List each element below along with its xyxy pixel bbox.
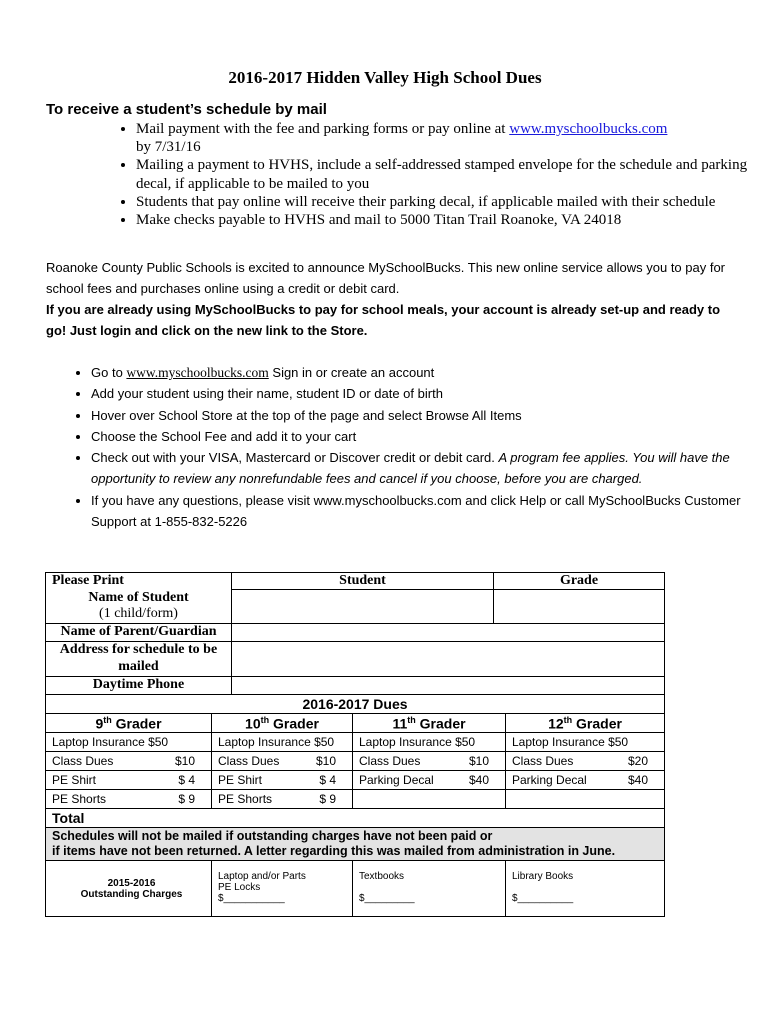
list-item [91,405,746,426]
one-child-note: (1 child/form) [99,606,178,621]
outstanding-year: 2015-2016 [107,877,156,889]
student-info-form [45,572,665,695]
dues-cell: Class Dues $10 [212,752,353,771]
step-text: Sign in or create an account [268,365,435,380]
mail-instructions-list [116,120,756,229]
total-row: Total [46,809,665,828]
student-name-field[interactable] [232,590,494,623]
outstanding-charges-notice [46,828,665,861]
dues-cell: PE Shirt $ 4 [212,771,353,790]
parent-guardian-field[interactable] [232,623,665,641]
online-steps-list [71,362,746,532]
daytime-phone-field[interactable] [232,676,665,694]
mail-section-heading: To receive a student’s schedule by mail [46,101,327,118]
dues-cell: PE Shirt $ 4 [46,771,212,790]
myschoolbucks-link[interactable]: www.myschoolbucks.com [126,365,269,380]
grade-11-header: 11th Grader [353,714,506,733]
list-item [91,383,746,404]
step-text: If you have any questions, please visit www.myschoolbucks.com and click Help or call MySchoolBucks Customer Support at 1-855-832-5226 [91,492,741,530]
library-books-charge-cell[interactable]: Library Books $__________ [506,861,665,917]
notice-line: Schedules will not be mailed if outstanding charges have not been paid or [52,829,493,843]
table-row [46,733,665,752]
name-of-student-label: Name of Student [88,589,189,605]
list-item [91,490,746,533]
dues-cell: Laptop Insurance $50 [212,733,353,752]
program-fee-note: A program fee applies. You will have the opportunity to review any nonrefundable fees and cancel if you choose, before you are charged. [91,450,730,487]
dues-cell: Class Dues $20 [506,752,665,771]
name-of-student-label-cell [46,573,232,624]
textbooks-charge-cell[interactable]: Textbooks $_________ [353,861,506,917]
bullet-text: Mailing a payment to HVHS, include a self-addressed stamped envelope for the schedule and parking decal, if applicable to be mailed to you [136,157,748,192]
list-item [91,426,746,447]
please-print-label: Please Print [52,573,124,588]
list-item [91,362,746,383]
list-item [136,156,756,192]
dues-cell: Parking Decal $40 [353,771,506,790]
list-item [136,211,756,229]
list-item [91,447,746,490]
mailing-address-field[interactable] [232,641,665,676]
list-item [136,193,756,211]
dues-cell: PE Shorts $ 9 [212,790,353,809]
outstanding-charges-label [46,861,212,917]
dues-table [45,694,665,917]
bullet-text: by 7/31/16 [136,139,201,156]
grade-field[interactable] [494,590,665,623]
dues-cell: Parking Decal $40 [506,771,665,790]
dues-cell [506,790,665,809]
step-text: Add your student using their name, student ID or date of birth [91,386,443,402]
dues-table-title: 2016-2017 Dues [46,695,665,714]
grade-10-header: 10th Grader [212,714,353,733]
dues-cell: Laptop Insurance $50 [353,733,506,752]
step-text: Go to [91,365,127,380]
dues-cell: PE Shorts $ 9 [46,790,212,809]
list-item [136,120,756,156]
table-row [46,752,665,771]
intro-bold-paragraph: If you are already using MySchoolBucks to pay for school meals, your account is already set-up and ready to go! Just login and click on the new link to the Store. [46,302,721,338]
dues-cell: Laptop Insurance $50 [46,733,212,752]
mailing-address-label: Address for schedule to be mailed [46,641,232,676]
grade-9-header: 9th Grader [46,714,212,733]
dues-cell: Class Dues $10 [353,752,506,771]
dues-cell: Class Dues $10 [46,752,212,771]
daytime-phone-label: Daytime Phone [46,676,232,694]
dues-cell: Laptop Insurance $50 [506,733,665,752]
step-text: Choose the School Fee and add it to your cart [91,428,357,444]
grade-column-header: Grade [494,573,665,590]
step-text: Check out with your VISA, Mastercard or Discover credit or debit card. [91,450,499,466]
grade-12-header: 12th Grader [506,714,665,733]
dues-cell [353,790,506,809]
step-text: Hover over School Store at the top of the page and select Browse All Items [91,407,522,423]
outstanding-label: Outstanding Charges [80,888,183,900]
intro-paragraph: Roanoke County Public Schools is excited to announce MySchoolBucks. This new online service allows you to pay for school fees and purchases online using a credit or debit card. [46,260,726,296]
parent-guardian-label: Name of Parent/Guardian [46,623,232,641]
laptop-parts-charge-cell[interactable]: Laptop and/or Parts PE Locks $___________ [212,861,353,917]
table-row [46,790,665,809]
page-title: 2016-2017 Hidden Valley High School Dues [228,68,542,87]
table-row [46,771,665,790]
student-column-header: Student [232,573,494,590]
notice-line: if items have not been returned. A letter regarding this was mailed from administration in June. [52,844,616,858]
bullet-text: Mail payment with the fee and parking forms or pay online at [136,121,510,137]
myschoolbucks-link[interactable]: www.myschoolbucks.com [509,121,668,137]
bullet-text: Make checks payable to HVHS and mail to 5000 Titan Trail Roanoke, VA 24018 [136,212,622,229]
bullet-text: Students that pay online will receive their parking decal, if applicable mailed with their schedule [136,193,716,210]
